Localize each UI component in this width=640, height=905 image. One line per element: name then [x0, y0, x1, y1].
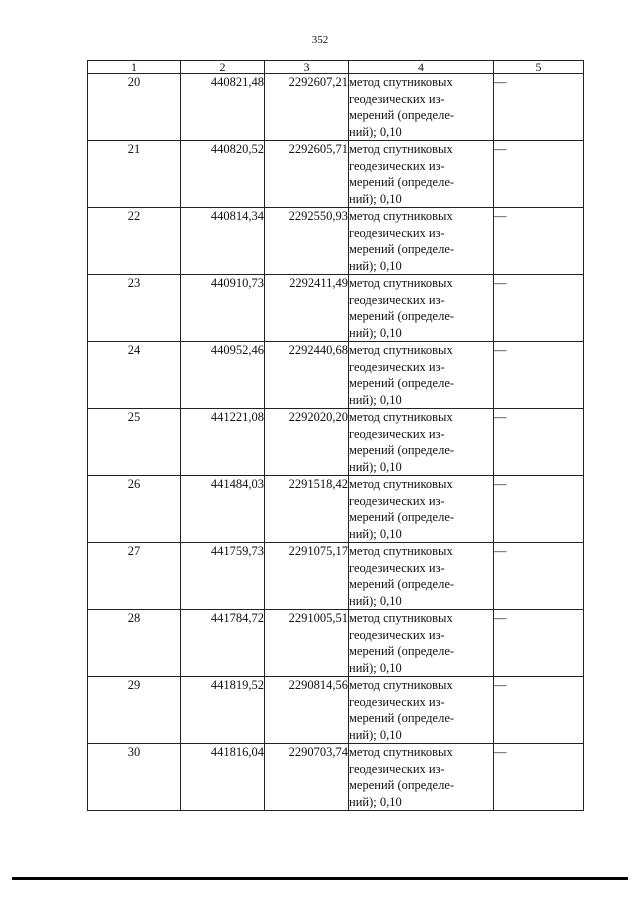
- note-cell: —: [494, 610, 584, 677]
- method-line: метод спутниковых: [349, 544, 453, 558]
- y-coordinate-cell: 2292550,93: [265, 208, 349, 275]
- column-header-1: 1: [88, 61, 181, 74]
- note-cell: —: [494, 74, 584, 141]
- method-line: геодезических из-: [349, 158, 445, 173]
- method-line: ний); 0,10: [349, 593, 402, 608]
- method-line: мерений (определе-: [349, 577, 455, 591]
- column-header-3: 3: [265, 61, 349, 74]
- x-coordinate-cell: 441221,08: [181, 409, 265, 476]
- y-coordinate-cell: 2291005,51: [265, 610, 349, 677]
- table-header-row: [88, 61, 584, 74]
- point-number-cell: 21: [88, 141, 181, 208]
- method-cell: [349, 208, 494, 275]
- table-row: [88, 141, 584, 208]
- note-cell: —: [494, 208, 584, 275]
- note-cell: —: [494, 275, 584, 342]
- method-line: ний); 0,10: [349, 794, 402, 809]
- method-line: ний); 0,10: [349, 526, 402, 541]
- method-cell: [349, 744, 494, 811]
- method-line: метод спутниковых: [349, 745, 453, 759]
- method-line: геодезических из-: [349, 225, 445, 240]
- method-line: ний); 0,10: [349, 727, 402, 742]
- method-cell: [349, 476, 494, 543]
- y-coordinate-cell: 2292607,21: [265, 74, 349, 141]
- method-line: мерений (определе-: [349, 510, 455, 524]
- x-coordinate-cell: 440820,52: [181, 141, 265, 208]
- method-line: ний); 0,10: [349, 459, 402, 474]
- x-coordinate-cell: 441759,73: [181, 543, 265, 610]
- table-row: [88, 74, 584, 141]
- method-line: геодезических из-: [349, 91, 445, 106]
- method-line: мерений (определе-: [349, 711, 455, 725]
- note-cell: —: [494, 409, 584, 476]
- method-line: мерений (определе-: [349, 644, 455, 658]
- note-cell: —: [494, 476, 584, 543]
- point-number-cell: 30: [88, 744, 181, 811]
- method-line: геодезических из-: [349, 493, 445, 508]
- method-line: ний); 0,10: [349, 392, 402, 407]
- y-coordinate-cell: 2291075,17: [265, 543, 349, 610]
- y-coordinate-cell: 2292440,68: [265, 342, 349, 409]
- method-line: ний); 0,10: [349, 325, 402, 340]
- x-coordinate-cell: 441816,04: [181, 744, 265, 811]
- x-coordinate-cell: 440952,46: [181, 342, 265, 409]
- method-line: мерений (определе-: [349, 309, 455, 323]
- method-line: геодезических из-: [349, 761, 445, 776]
- x-coordinate-cell: 441484,03: [181, 476, 265, 543]
- method-cell: [349, 409, 494, 476]
- table-row: [88, 744, 584, 811]
- method-line: мерений (определе-: [349, 242, 455, 256]
- point-number-cell: 22: [88, 208, 181, 275]
- method-line: геодезических из-: [349, 694, 445, 709]
- method-line: геодезических из-: [349, 560, 445, 575]
- method-cell: [349, 677, 494, 744]
- point-number-cell: 24: [88, 342, 181, 409]
- method-line: метод спутниковых: [349, 611, 453, 625]
- method-line: геодезических из-: [349, 359, 445, 374]
- method-line: метод спутниковых: [349, 678, 453, 692]
- method-cell: [349, 275, 494, 342]
- point-number-cell: 27: [88, 543, 181, 610]
- table-row: [88, 543, 584, 610]
- method-line: геодезических из-: [349, 426, 445, 441]
- point-number-cell: 26: [88, 476, 181, 543]
- table-row: [88, 476, 584, 543]
- y-coordinate-cell: 2290814,56: [265, 677, 349, 744]
- note-cell: —: [494, 744, 584, 811]
- table-body: [88, 74, 584, 811]
- y-coordinate-cell: 2292020,20: [265, 409, 349, 476]
- method-line: мерений (определе-: [349, 778, 455, 792]
- method-cell: [349, 543, 494, 610]
- table-row: [88, 208, 584, 275]
- column-header-5: 5: [494, 61, 584, 74]
- y-coordinate-cell: 2291518,42: [265, 476, 349, 543]
- note-cell: —: [494, 677, 584, 744]
- method-line: ний); 0,10: [349, 124, 402, 139]
- method-line: мерений (определе-: [349, 175, 455, 189]
- method-line: метод спутниковых: [349, 343, 453, 357]
- coordinates-table: [87, 60, 584, 811]
- method-line: ний); 0,10: [349, 660, 402, 675]
- y-coordinate-cell: 2290703,74: [265, 744, 349, 811]
- x-coordinate-cell: 441784,72: [181, 610, 265, 677]
- bottom-rule: [12, 877, 628, 880]
- x-coordinate-cell: 440821,48: [181, 74, 265, 141]
- method-line: мерений (определе-: [349, 443, 455, 457]
- method-cell: [349, 610, 494, 677]
- point-number-cell: 23: [88, 275, 181, 342]
- method-line: метод спутниковых: [349, 142, 453, 156]
- method-cell: [349, 74, 494, 141]
- x-coordinate-cell: 441819,52: [181, 677, 265, 744]
- note-cell: —: [494, 342, 584, 409]
- method-line: ний); 0,10: [349, 191, 402, 206]
- method-line: геодезических из-: [349, 292, 445, 307]
- table-row: [88, 409, 584, 476]
- method-line: метод спутниковых: [349, 477, 453, 491]
- method-line: метод спутниковых: [349, 75, 453, 89]
- y-coordinate-cell: 2292411,49: [265, 275, 349, 342]
- table-row: [88, 275, 584, 342]
- table-row: [88, 610, 584, 677]
- y-coordinate-cell: 2292605,71: [265, 141, 349, 208]
- page-number: 352: [311, 34, 329, 46]
- table-row: [88, 677, 584, 744]
- table-row: [88, 342, 584, 409]
- method-line: ний); 0,10: [349, 258, 402, 273]
- x-coordinate-cell: 440910,73: [181, 275, 265, 342]
- x-coordinate-cell: 440814,34: [181, 208, 265, 275]
- method-cell: [349, 342, 494, 409]
- method-line: мерений (определе-: [349, 376, 455, 390]
- method-line: метод спутниковых: [349, 209, 453, 223]
- column-header-2: 2: [181, 61, 265, 74]
- method-line: метод спутниковых: [349, 276, 453, 290]
- point-number-cell: 29: [88, 677, 181, 744]
- column-header-4: 4: [349, 61, 494, 74]
- method-line: метод спутниковых: [349, 410, 453, 424]
- point-number-cell: 28: [88, 610, 181, 677]
- point-number-cell: 20: [88, 74, 181, 141]
- point-number-cell: 25: [88, 409, 181, 476]
- note-cell: —: [494, 543, 584, 610]
- method-cell: [349, 141, 494, 208]
- note-cell: —: [494, 141, 584, 208]
- method-line: мерений (определе-: [349, 108, 455, 122]
- method-line: геодезических из-: [349, 627, 445, 642]
